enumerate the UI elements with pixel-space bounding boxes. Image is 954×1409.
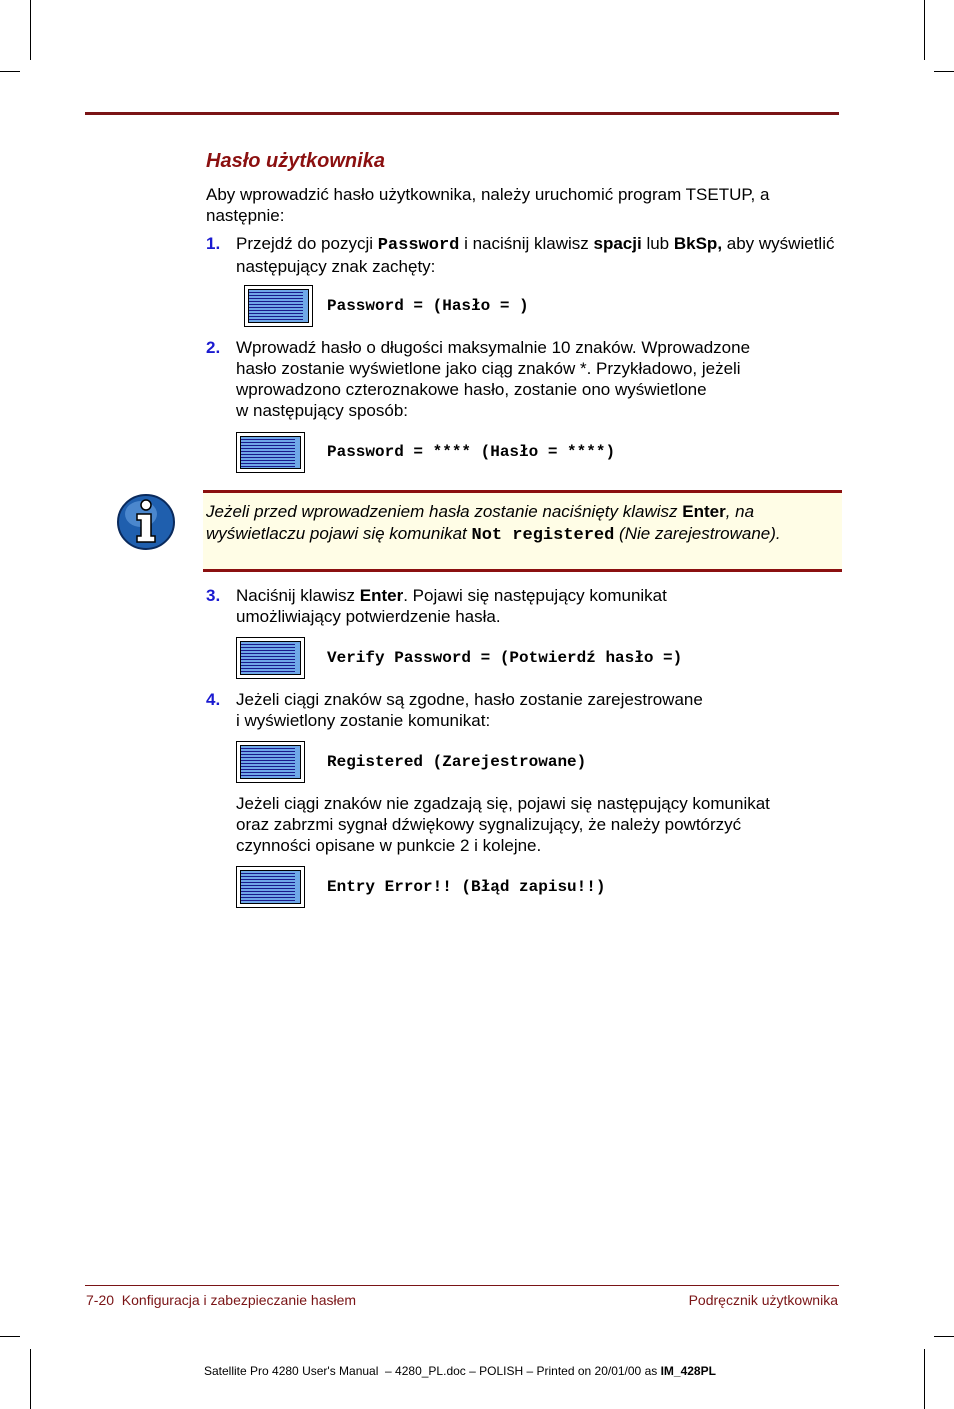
step-line: Jeżeli ciągi znaków nie zgadzają się, pojawi się następujący komunikat <box>236 794 770 813</box>
intro-text: Aby wprowadzić hasło użytkownika, należy uruchomić program TSETUP, a następnie: <box>206 185 770 225</box>
step-text: . Pojawi się następujący komunikat <box>403 586 667 605</box>
code-not-registered: Not registered <box>471 526 615 545</box>
print-info <box>204 1364 716 1378</box>
step-line: czynności opisane w punkcie 2 i kolejne. <box>236 836 542 855</box>
section-heading: Hasło użytkownika <box>206 150 385 172</box>
crop-mark <box>0 1336 20 1337</box>
info-icon <box>115 492 177 550</box>
key-enter: Enter <box>359 586 404 605</box>
step-4-text <box>236 689 836 731</box>
step-number: 1. <box>206 234 221 253</box>
prompt-text: Password = (Hasło = ) <box>327 297 529 315</box>
step-line: Jeżeli ciągi znaków są zgodne, hasło zostanie zarejestrowane <box>236 690 703 709</box>
crop-mark <box>934 1336 954 1337</box>
footer-right: Podręcznik użytkownika <box>688 1292 838 1308</box>
screen-icon <box>236 866 305 908</box>
step-line: w następujący sposób: <box>236 401 408 420</box>
step-number: 4. <box>206 690 221 709</box>
screen-icon <box>236 432 305 473</box>
step-text: lub <box>641 234 674 253</box>
step-line: oraz zabrzmi sygnał dźwiękowy sygnalizujący, że należy powtórzyć <box>236 815 742 834</box>
step-number: 3. <box>206 586 221 605</box>
step-line: Wprowadź hasło o długości maksymalnie 10 znaków. Wprowadzone <box>236 338 751 357</box>
footer-left: 7-20 Konfiguracja i zabezpieczanie hasłem <box>86 1292 357 1308</box>
crop-mark <box>30 1349 31 1409</box>
crop-mark <box>934 71 954 72</box>
crop-mark <box>0 71 20 72</box>
step-line: i wyświetlony zostanie komunikat: <box>236 711 491 730</box>
crop-mark <box>924 0 925 60</box>
step-line: umożliwiający potwierdzenie hasła. <box>236 607 501 626</box>
header-rule <box>85 112 839 115</box>
crop-mark <box>924 1349 925 1409</box>
prompt-text: Registered (Zarejestrowane) <box>327 753 587 771</box>
note-fragment: Jeżeli przed wprowadzeniem hasła zostanie naciśnięty klawisz <box>206 502 683 521</box>
key-enter: Enter <box>682 502 726 521</box>
step-line: wprowadzono czteroznakowe hasło, zostanie ono wyświetlone <box>236 380 707 399</box>
screen-icon <box>236 637 305 679</box>
step-2-text <box>236 337 846 421</box>
note-fragment: (Nie zarejestrowane). <box>614 524 781 543</box>
code-password: Password <box>377 236 460 255</box>
failure-paragraph <box>236 793 846 856</box>
screen-icon <box>236 741 305 783</box>
note-text <box>206 501 836 547</box>
step-line: hasło zostanie wyświetlone jako ciąg znaków *. Przykładowo, jeżeli <box>236 359 741 378</box>
key-bksp: BkSp, <box>673 234 723 253</box>
step-1-text <box>236 233 836 277</box>
footer-rule <box>85 1285 839 1286</box>
step-3-text <box>236 585 836 627</box>
step-text: Naciśnij klawisz <box>236 586 360 605</box>
print-code: IM_428PL <box>660 1364 716 1378</box>
prompt-text: Verify Password = (Potwierdź hasło =) <box>327 649 683 667</box>
screen-icon <box>244 285 313 327</box>
prompt-text: Entry Error!! (Błąd zapisu!!) <box>327 878 606 896</box>
note-box <box>203 490 842 572</box>
key-space: spacji <box>593 234 642 253</box>
prompt-text: Password = **** (Hasło = ****) <box>327 443 616 461</box>
step-text: i naciśnij klawisz <box>459 234 594 253</box>
crop-mark <box>30 0 31 60</box>
print-text: Satellite Pro 4280 User's Manual – 4280_PL.doc – POLISH – Printed on 20/01/00 as <box>204 1364 661 1378</box>
intro-paragraph <box>206 184 836 226</box>
step-number: 2. <box>206 338 221 357</box>
note-fragment: , na wyświetlaczu pojawi się komunikat <box>206 502 755 543</box>
step-text: Przejdź do pozycji <box>236 234 378 253</box>
step-text: aby wyświetlić następujący znak zachęty: <box>236 234 835 276</box>
